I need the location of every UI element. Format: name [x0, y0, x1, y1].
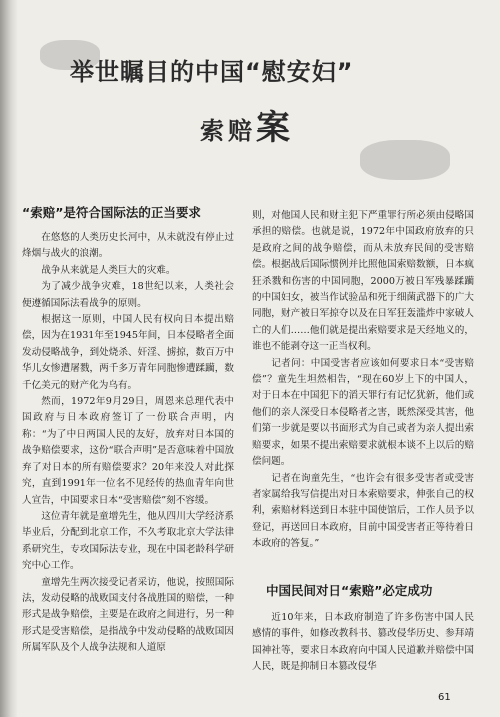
paragraph: 记者问：中国受害者应该如何要求日本“受害赔偿”？童先生坦然相告，“现在60岁上下的中国人，对于日本在中国犯下的滔天罪行有记忆犹新，他们或他们的亲人深受日本侵略者之害，既然深受其害，他们第一步就是要以书面形式为自己或者为亲人提出索赔要求，如果不提出索赔要求就根本谈不上以后的赔偿问题。 [252, 357, 474, 468]
section-heading-1: “索赔”是符合国际法的正当要求 [22, 205, 201, 220]
paragraph: 战争从来就是人类巨大的灾难。 [41, 264, 176, 276]
section-heading-2: 中国民间对日“索赔”必定成功 [266, 583, 433, 598]
title-prefix: 索赔 [200, 117, 256, 145]
paragraph: 近10年来，日本政府制造了许多伤害中国人民感情的事件，如修改教科书、篡改侵华历史、参拜靖国神社等，要求日本政府向中国人民道歉并赔偿中国人民，既是抑制日本篡改侵华 [252, 612, 474, 673]
article-title-line2 [200, 100, 294, 149]
left-column [22, 230, 234, 657]
paragraph: 童增先生两次接受记者采访，他说，按照国际法，发动侵略的战败国支付各战胜国的赔偿，一种形式是战争赔偿，主要是在政府之间进行，另一种形式是受害赔偿，是指战争中发动侵略的战败国因所属军队及个人战争法规和人道原 [22, 576, 234, 654]
title-emphasis: 案 [256, 108, 294, 148]
article-title-line1: 举世瞩目的中国“慰安妇” [70, 58, 354, 86]
right-column [252, 208, 474, 553]
page-number: 61 [438, 692, 451, 703]
paragraph: 在悠悠的人类历史长河中，从未就没有停止过烽烟与战火的浪潮。 [22, 232, 234, 260]
scan-smudge [360, 140, 450, 180]
paragraph: 这位青年就是童增先生，他从四川大学经济系毕业后，分配到北京工作，不久考取北京大学法律系研究生，专攻国际法专业，现在中国老龄科学研究中心工作。 [22, 510, 234, 572]
right-column-lower [252, 610, 474, 676]
page-edge-shadow [0, 0, 18, 717]
paragraph: 根据这一原则，中国人民有权向日本提出赔偿，因为在1931年至1945年间，日本侵略者全面发动侵略战争，到处烧杀、奸淫、掳掠，数百万中华儿女惨遭屠戮，两千多万青年同胞惨遭蹂躏，数千亿美元的财产化为乌有。 [22, 314, 234, 391]
paragraph: 则，对他国人民和财主犯下严重罪行所必须由侵略国承担的赔偿。也就是说，1972年中国政府放弃的只是政府之间的战争赔偿，而从未放弃民间的受害赔偿。根据战后国际惯例并比照他国索赔数额，日本疯狂杀戮和伤害的中国同胞，2000万被日军残暴蹂躏的中国妇女，被当作试验品和死于细菌武器下的广大同胞，财产被日军掠夺以及在日军狂轰滥炸中家破人亡的人们……他们就是提出索赔要求是天经地义的，谁也不能剥夺这一正当权利。 [252, 210, 474, 353]
paragraph: 记者在询童先生，“也许会有很多受害者或受害者家属给我写信提出对日本索赔要求，伸张自己的权利，索赔材料送到日本驻中国使馆后，工作人员予以登记，再送回日本政府，目前中国受害者正等待着日本政府的答复。” [252, 472, 474, 550]
paragraph: 为了减少战争灾难，18世纪以来，人类社会便遵循国际法看战争的原则。 [22, 281, 234, 309]
paragraph: 然而，1972年9月29日，周恩来总理代表中国政府与日本政府签订了一份联合声明，内称：“为了中日两国人民的友好，放弃对日本国的战争赔偿要求，这份“联合声明”是否意味着中国放弃了对日本的所有赔偿要求？20年来没人对此探究，直到1991年一位名不见经传的热血青年向世人宣告，中国要求日本“受害赔偿”刻不容缓。 [22, 396, 234, 506]
